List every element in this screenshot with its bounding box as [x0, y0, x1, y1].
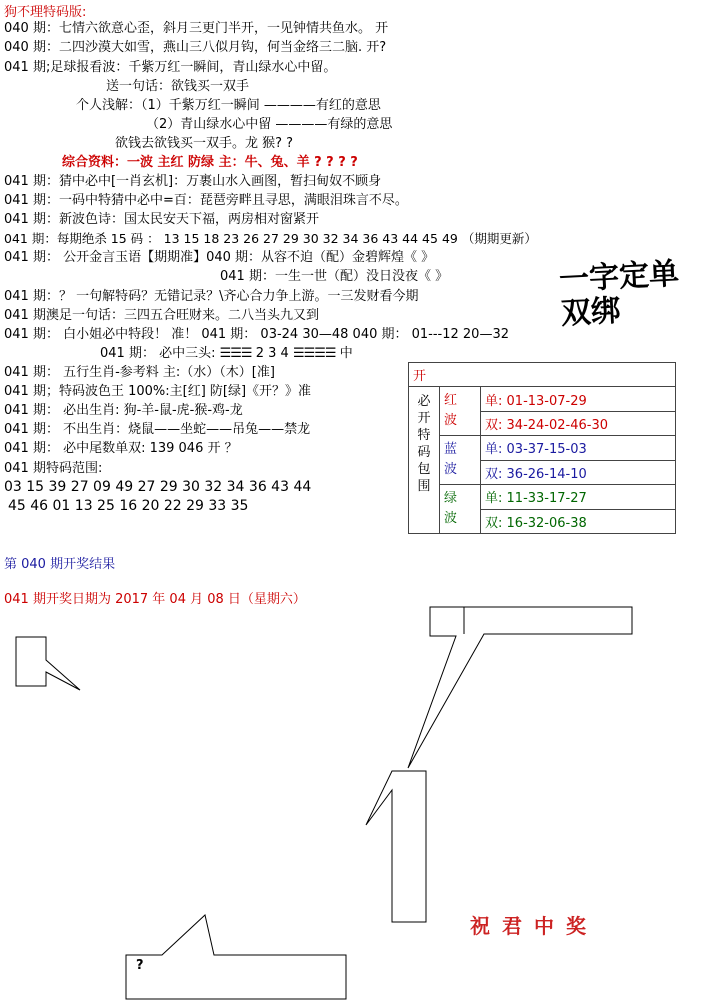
shuang-label: 双:	[485, 515, 503, 531]
text-line: 041 期： 公开金言玉语【期期准】040 期：从容不迫（配）金碧辉煌《 》	[4, 250, 435, 265]
shuang-value: 36-26-14-10	[506, 466, 587, 482]
number-one-shape	[366, 771, 426, 922]
number-range-line: 03 15 39 27 09 49 27 29 30 32 34 36 43 44	[4, 479, 312, 495]
wave-label: 绿波	[444, 491, 458, 527]
page-title: 狗不理特码版:	[4, 5, 87, 20]
dan-value: 01-13-07-29	[506, 393, 587, 409]
text-line: 041 期： 白小姐必中特段！ 准！ 041 期： 03-24 30—48 040 期： 01---12 20—32	[4, 327, 509, 342]
label-char: 必	[417, 394, 431, 410]
text-line: 个人浅解：（1）千紫万红一瞬间 ————有红的意思	[76, 98, 381, 113]
question-mark: ?	[136, 958, 144, 973]
text-line: 041 期：新波色诗：国太民安天下福，两房相对窗紧开	[4, 212, 319, 227]
number-range-line: 45 46 01 13 25 16 20 22 29 33 35	[8, 498, 249, 514]
text-line: 041 期： 不出生肖：烧鼠——坐蛇——吊兔——禁龙	[4, 422, 311, 437]
table-header: 开	[409, 363, 676, 387]
speech-bubble-right	[408, 607, 632, 768]
text-line: 041 期;足球报看波：千紫万红一瞬间，青山绿水心中留。	[4, 60, 337, 75]
stamp-text: 一字定单双绑	[558, 256, 680, 332]
text-span: 2 3 4	[255, 346, 289, 361]
text-line: （2）青山绿水心中留 ————有绿的意思	[146, 117, 393, 132]
label-char: 包	[417, 462, 431, 478]
speech-bubble-left	[16, 637, 80, 690]
label-char: 围	[417, 479, 431, 495]
results-title: 第 040 期开奖结果	[4, 557, 116, 572]
text-line: 040 期：七情六欲意心歪，斜月三更门半开，一见钟情共鱼水。 开	[4, 21, 389, 36]
dan-label: 单:	[485, 442, 503, 458]
dan-label: 单:	[485, 491, 503, 507]
triple-bar-icon: ☰☰☰☰	[292, 346, 336, 361]
shuang-label: 双:	[485, 418, 503, 434]
question-bubble	[126, 915, 346, 999]
shuang-label: 双:	[485, 466, 503, 482]
shuang-value: 34-24-02-46-30	[506, 418, 609, 434]
text-line: 041 期特码范围:	[4, 461, 103, 476]
label-char: 开	[417, 411, 431, 427]
dan-value: 03-37-15-03	[506, 442, 587, 458]
dan-label: 单:	[485, 393, 503, 409]
text-line: 041 期： 必出生肖: 狗-羊-鼠-虎-猴-鸡-龙	[4, 403, 243, 418]
text-line: 041 期：一码中特猜中必中=百：琵琶旁畔且寻思，满眼泪珠言不尽。	[4, 193, 408, 208]
text-line: 041 期：？ 一句解特码？无错记录？\齐心合力争上游。一三发财看今期	[4, 289, 419, 304]
summary-line: 综合资料：一波 主红 防绿 主：牛、兔、羊 ? ? ? ?	[62, 155, 358, 170]
text-line: 041 期： 五行生肖-参考料 主:（水）（木）[准]	[4, 365, 275, 380]
text-line: 041 期：一生一世（配）没日没夜《 》	[220, 269, 449, 284]
wave-label: 红波	[444, 393, 458, 429]
text-span: 041 期： 必中三头:	[100, 346, 216, 361]
text-line: 041 期；特码波色王 100%:主[红] 防[绿]《开？》准	[4, 384, 312, 399]
shuang-value: 16-32-06-38	[506, 515, 587, 531]
text-span: 中	[339, 346, 353, 361]
label-char: 特	[417, 428, 431, 444]
text-line: 040 期：二四沙漠大如雪，燕山三八似月钩，何当金络三二脑. 开?	[4, 40, 387, 55]
wave-label: 蓝波	[444, 442, 458, 478]
text-line: 欲钱去欲钱买一双手。龙 猴? ?	[115, 136, 294, 151]
text-line: 041 期： 必中尾数单双: 139 046 开 ？	[4, 441, 238, 456]
triple-bar-icon: ☰☰☰	[219, 346, 252, 361]
text-line: 041 期：每期绝杀 15 码 ： 13 15 18 23 26 27 29 30 32 34 36 43 44 45 49 （期期更新）	[4, 231, 537, 246]
dan-value: 11-33-17-27	[506, 491, 587, 507]
text-line: 041 期：猜中必中[一肖玄机]：万裹山水入画图，暂扫甸奴不顾身	[4, 174, 382, 189]
wish-text: 祝君中奖	[470, 914, 598, 938]
label-char: 码	[417, 445, 431, 461]
text-line: 041 期澳足一句话：三四五合旺财来。二八当头九又到	[4, 308, 319, 323]
draw-date: 041 期开奖日期为 2017 年 04 月 08 日（星期六）	[4, 592, 306, 607]
text-line: 送一句话：欲钱买一双手	[106, 79, 250, 94]
